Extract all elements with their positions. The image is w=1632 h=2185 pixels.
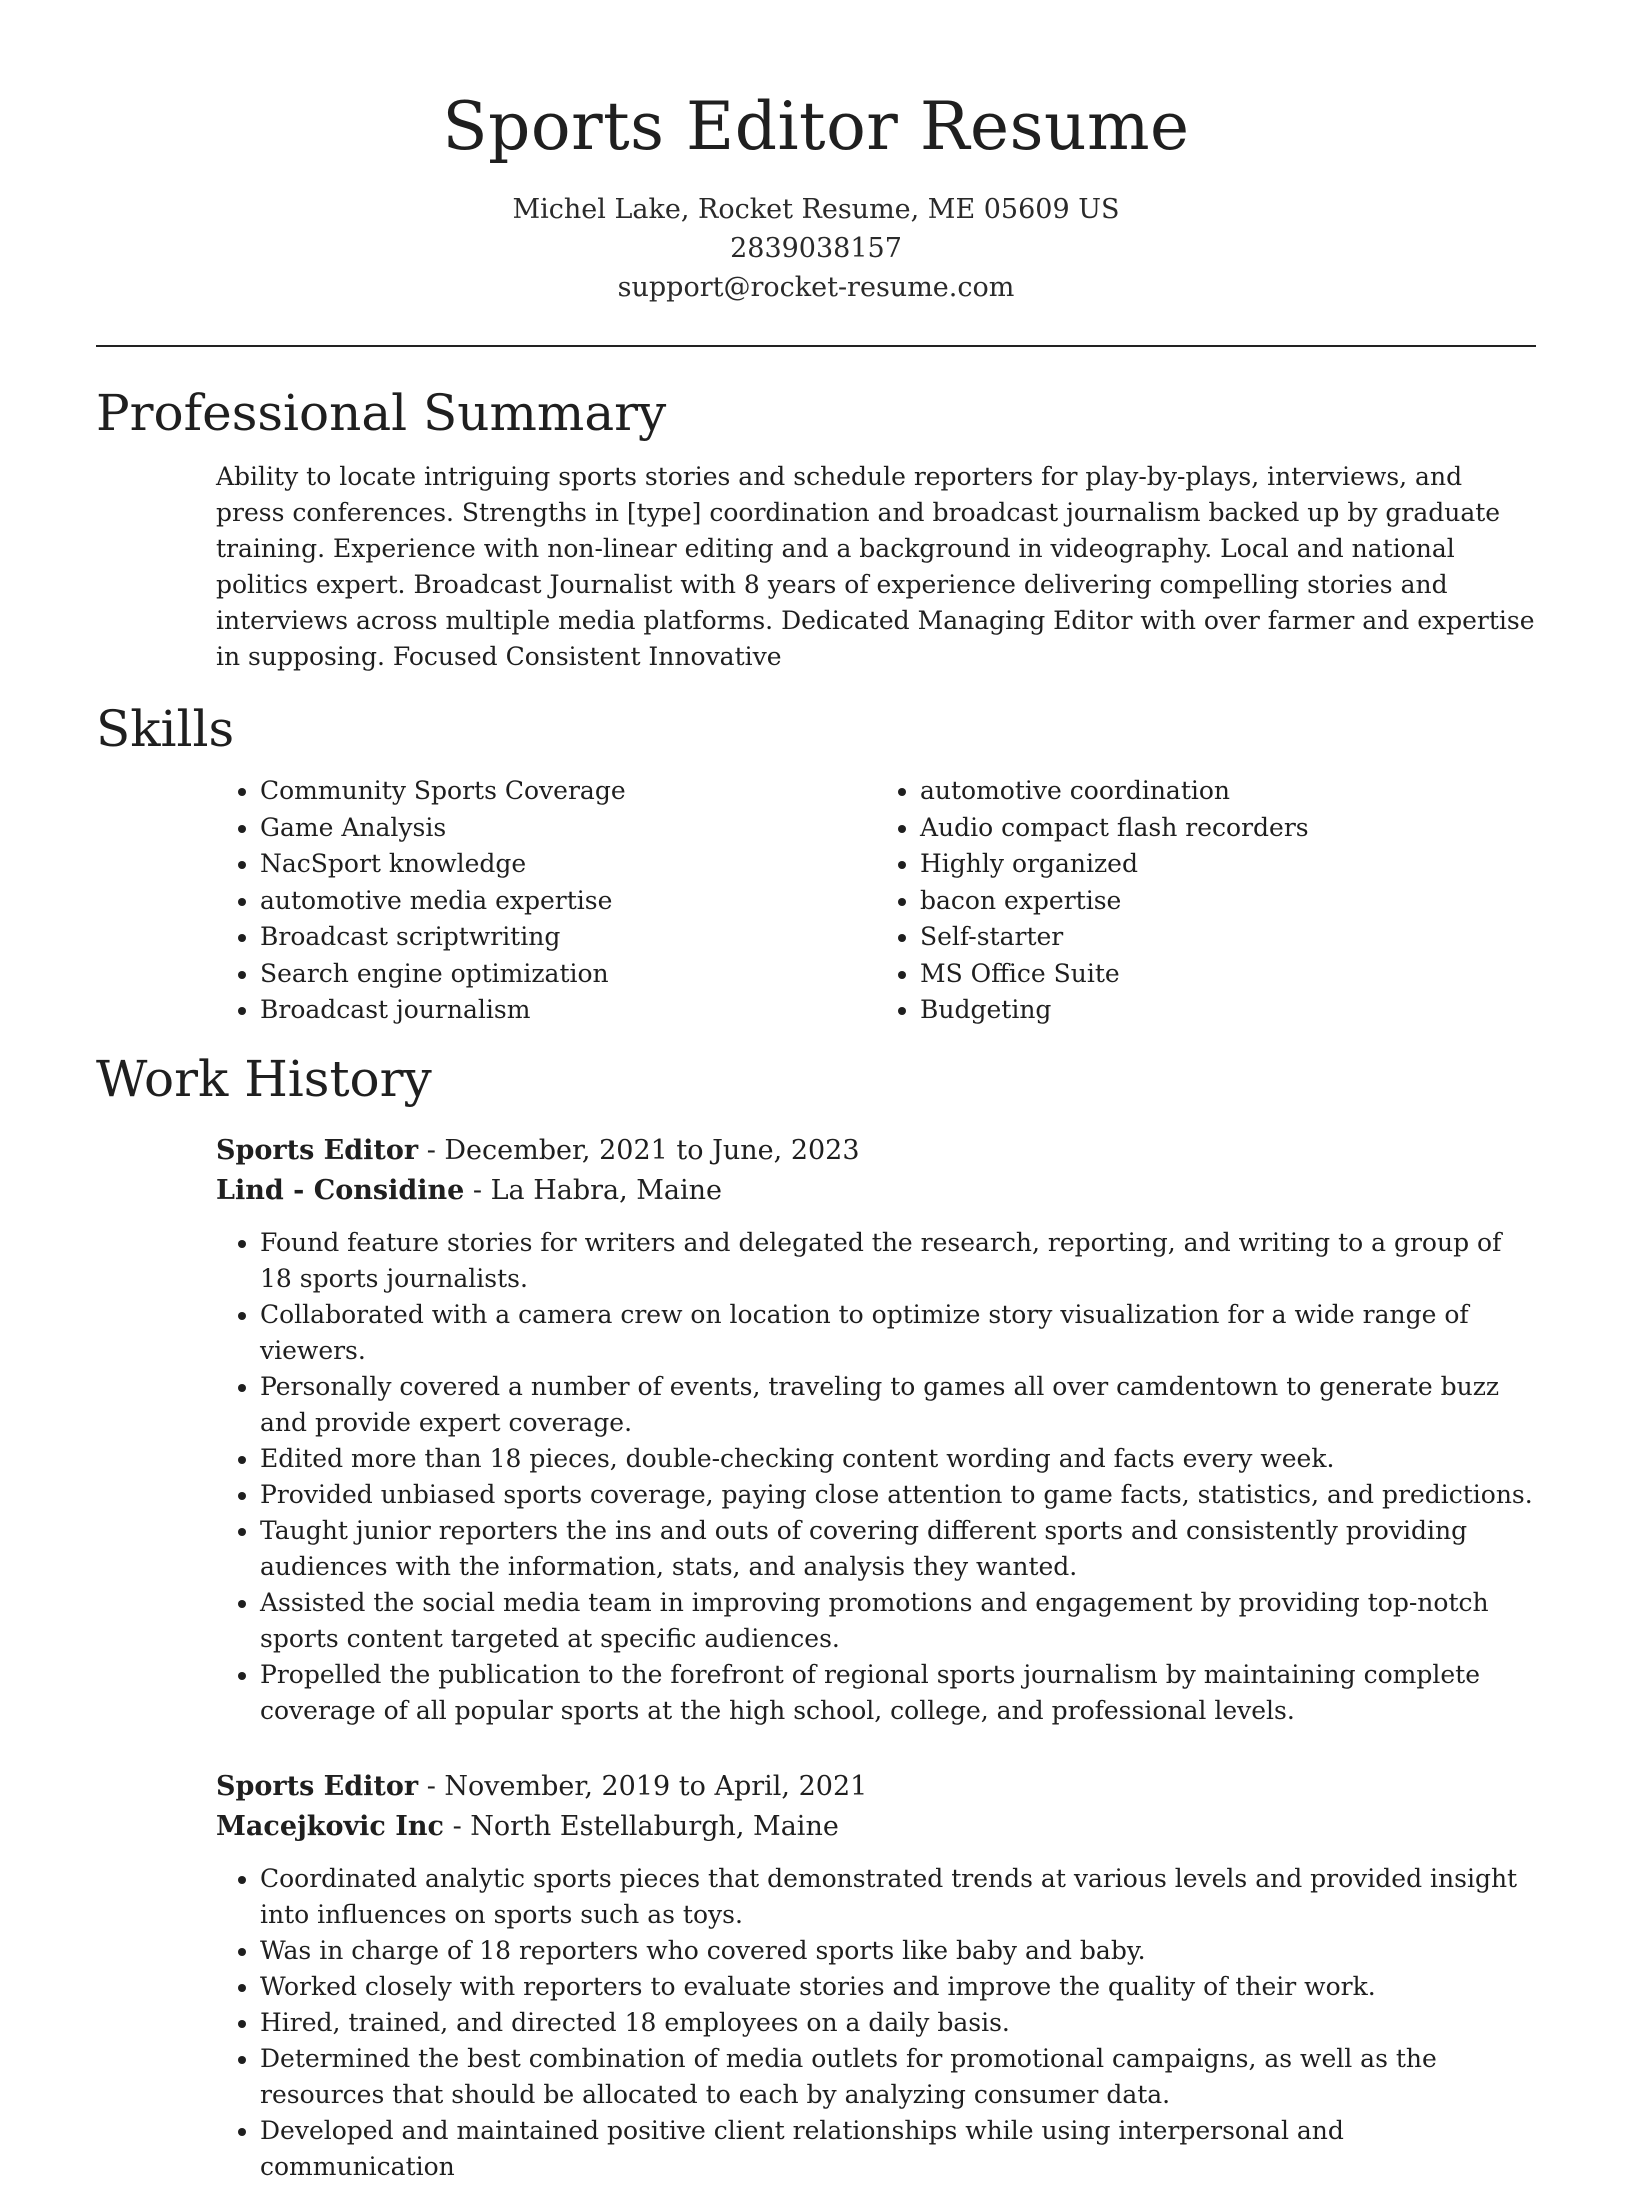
job-title: Sports Editor: [216, 1134, 419, 1166]
job-company-line: [216, 1171, 1536, 1211]
skill-item: • Broadcast scriptwriting: [260, 919, 876, 956]
skill-item: • Self-starter: [920, 919, 1536, 956]
header-divider: [96, 345, 1536, 347]
skills-column-right: [876, 773, 1536, 1029]
skills-grid: [216, 773, 1536, 1029]
skills-column-left: [216, 773, 876, 1029]
job-bullet: • Determined the best combination of media outlets for promotional campaigns, as well as the resources that should be allocated to each by analyzing consumer data.: [260, 2041, 1536, 2113]
job-entry: [216, 1131, 1536, 1729]
skill-item: • Broadcast journalism: [260, 992, 876, 1029]
work-history-heading: Work History: [96, 1049, 432, 1108]
skill-item: • Audio compact flash recorders: [920, 810, 1536, 847]
job-bullet: • Collaborated with a camera crew on location to optimize story visualization for a wide range of viewers.: [260, 1297, 1536, 1369]
job-company: Macejkovic Inc: [216, 1810, 444, 1842]
contact-address: Michel Lake, Rocket Resume, ME 05609 US: [512, 194, 1120, 225]
job-company: Lind - Considine: [216, 1174, 465, 1206]
skill-item: • Budgeting: [920, 992, 1536, 1029]
contact-phone: 2839038157: [730, 233, 902, 264]
job-title-line: [216, 1767, 1536, 1807]
skill-item: • NacSport knowledge: [260, 846, 876, 883]
skill-item: • MS Office Suite: [920, 956, 1536, 993]
job-bullet: • Edited more than 18 pieces, double-checking content wording and facts every week.: [260, 1441, 1536, 1477]
skill-item: • bacon expertise: [920, 883, 1536, 920]
resume-header: [96, 0, 1536, 347]
job-bullet: • Worked closely with reporters to evaluate stories and improve the quality of their work.: [260, 1969, 1536, 2005]
job-location: - North Estellaburgh, Maine: [443, 1810, 839, 1842]
summary-heading: Professional Summary: [96, 384, 667, 442]
job-bullet: • Coordinated analytic sports pieces that demonstrated trends at various levels and provided insight into influences on sports such as toys.: [260, 1861, 1536, 1933]
job-bullet: • Found feature stories for writers and delegated the research, reporting, and writing to a group of 18 sports journalists.: [260, 1225, 1536, 1297]
skill-item: • automotive media expertise: [260, 883, 876, 920]
contact-block: [96, 190, 1536, 307]
skill-item: • automotive coordination: [920, 773, 1536, 810]
job-dates: - November, 2019 to April, 2021: [418, 1770, 868, 1802]
job-entry: [216, 1767, 1536, 2185]
job-company-line: [216, 1807, 1536, 1847]
job-title-line: [216, 1131, 1536, 1171]
job-bullet: • Hired, trained, and directed 18 employees on a daily basis.: [260, 2005, 1536, 2041]
job-bullet: • Was in charge of 18 reporters who covered sports like baby and baby.: [260, 1933, 1536, 1969]
job-bullet: • Provided unbiased sports coverage, paying close attention to game facts, statistics, and predictions.: [260, 1477, 1536, 1513]
job-bullet: • Personally covered a number of events, traveling to games all over camdentown to generate buzz and provide expert coverage.: [260, 1369, 1536, 1441]
resume-page: [96, 0, 1536, 2185]
skill-item: • Community Sports Coverage: [260, 773, 876, 810]
contact-email: support@rocket-resume.com: [617, 272, 1015, 303]
job-bullet: • Assisted the social media team in improving promotions and engagement by providing top-notch sports content targeted at specific audiences.: [260, 1585, 1536, 1657]
job-title: Sports Editor: [216, 1770, 419, 1802]
skill-item: • Game Analysis: [260, 810, 876, 847]
skills-heading: Skills: [96, 700, 235, 758]
skill-item: • Search engine optimization: [260, 956, 876, 993]
job-bullet-list: [216, 1861, 1536, 2185]
summary-text: Ability to locate intriguing sports stories and schedule reporters for play-by-plays, interviews, and press conferences. Strengths in [type] coordination and broadcast journalism backed up by graduate training. Experience with non-linear editing and a background in videography. Local and national politics expert. Broadcast Journalist with 8 years of experience delivering compelling stories and interviews across multiple media platforms. Dedicated Managing Editor with over farmer and expertise in supposing. Focused Consistent Innovative: [216, 462, 1535, 671]
resume-title: Sports Editor Resume: [442, 88, 1190, 165]
job-location: - La Habra, Maine: [464, 1174, 723, 1206]
job-dates: - December, 2021 to June, 2023: [418, 1134, 860, 1166]
job-bullet-list: [216, 1225, 1536, 1729]
job-bullet: • Taught junior reporters the ins and outs of covering different sports and consistently providing audiences with the information, stats, and analysis they wanted.: [260, 1513, 1536, 1585]
job-bullet: • Propelled the publication to the forefront of regional sports journalism by maintaining complete coverage of all popular sports at the high school, college, and professional levels.: [260, 1657, 1536, 1729]
job-bullet: • Developed and maintained positive client relationships while using interpersonal and communication: [260, 2113, 1536, 2185]
skill-item: • Highly organized: [920, 846, 1536, 883]
